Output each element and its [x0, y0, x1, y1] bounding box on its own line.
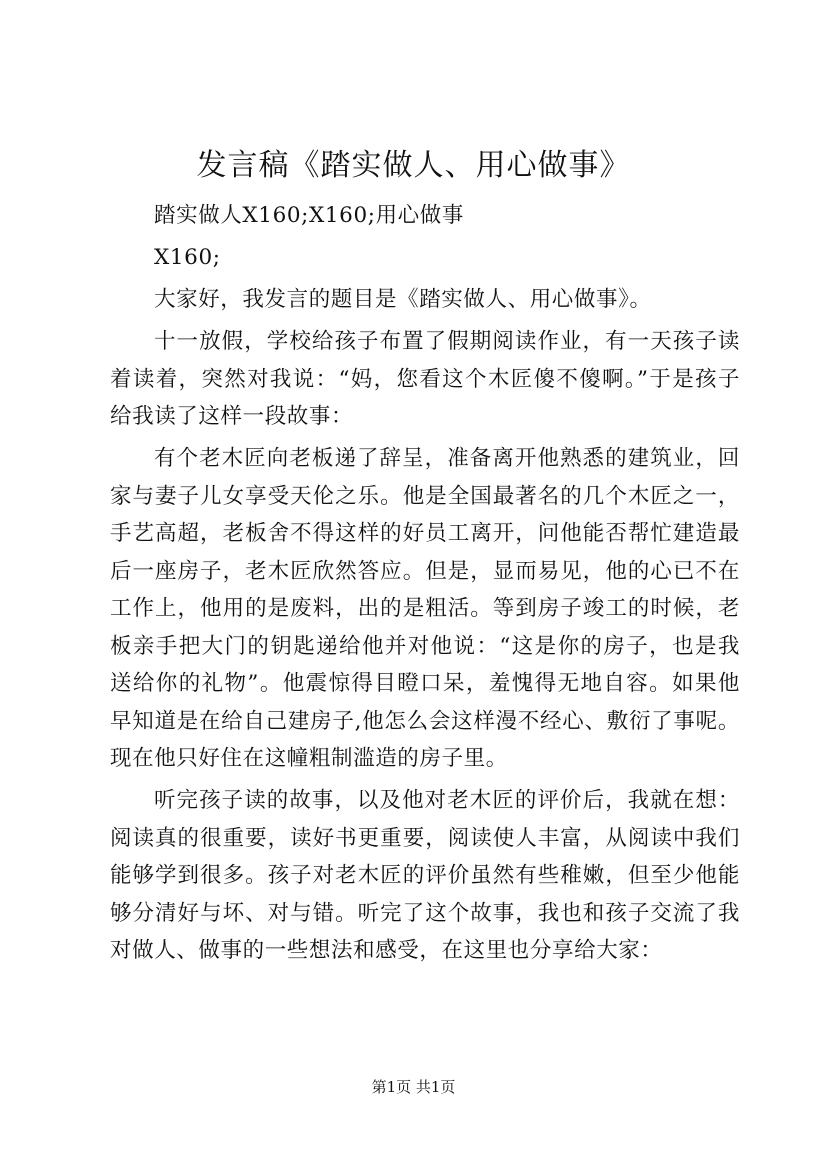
document-body	[110, 197, 740, 974]
greeting-paragraph: 大家好，我发言的题目是《踏实做人、用心做事》。	[154, 287, 652, 312]
page-number-footer: 第1页 共1页	[371, 1078, 456, 1096]
document-title: 发言稿《踏实做人、用心做事》	[196, 148, 631, 183]
placeholder-line: X160;	[154, 245, 221, 270]
body-paragraph: 有个老木匠向老板递了辞呈，准备离开他熟悉的建筑业，回家与妻子儿女享受天伦之乐。他是全国最著名的几个木匠之一，手艺高超，老板舍不得这样的好员工离开，问他能否帮忙建造最后一座房子，老木匠欣然答应。但是，显而易见，他的心已不在工作上，他用的是废料，出的是粗活。等到房子竣工的时候，老板亲手把大门的钥匙递给他并对他说：“这是你的房子，也是我送给你的礼物”。他震惊得目瞪口呆，羞愧得无地自容。如果他早知道是在给自己建房子,他怎么会这样漫不经心、敷衍了事呢。现在他只好住在这幢粗制滥造的房子里。	[110, 446, 740, 771]
subtitle-line: 踏实做人X160;X160;用心做事	[154, 203, 464, 228]
body-paragraph: 十一放假，学校给孩子布置了假期阅读作业，有一天孩子读着读着，突然对我说：“妈，您看这个木匠傻不傻啊。”于是孩子给我读了这样一段故事：	[110, 329, 740, 429]
body-paragraph: 听完孩子读的故事，以及他对老木匠的评价后，我就在想：阅读真的很重要，读好书更重要，阅读使人丰富，从阅读中我们能够学到很多。孩子对老木匠的评价虽然有些稚嫩，但至少他能够分清好与坏、对与错。听完了这个故事，我也和孩子交流了我对做人、做事的一些想法和感受，在这里也分享给大家：	[110, 788, 740, 963]
